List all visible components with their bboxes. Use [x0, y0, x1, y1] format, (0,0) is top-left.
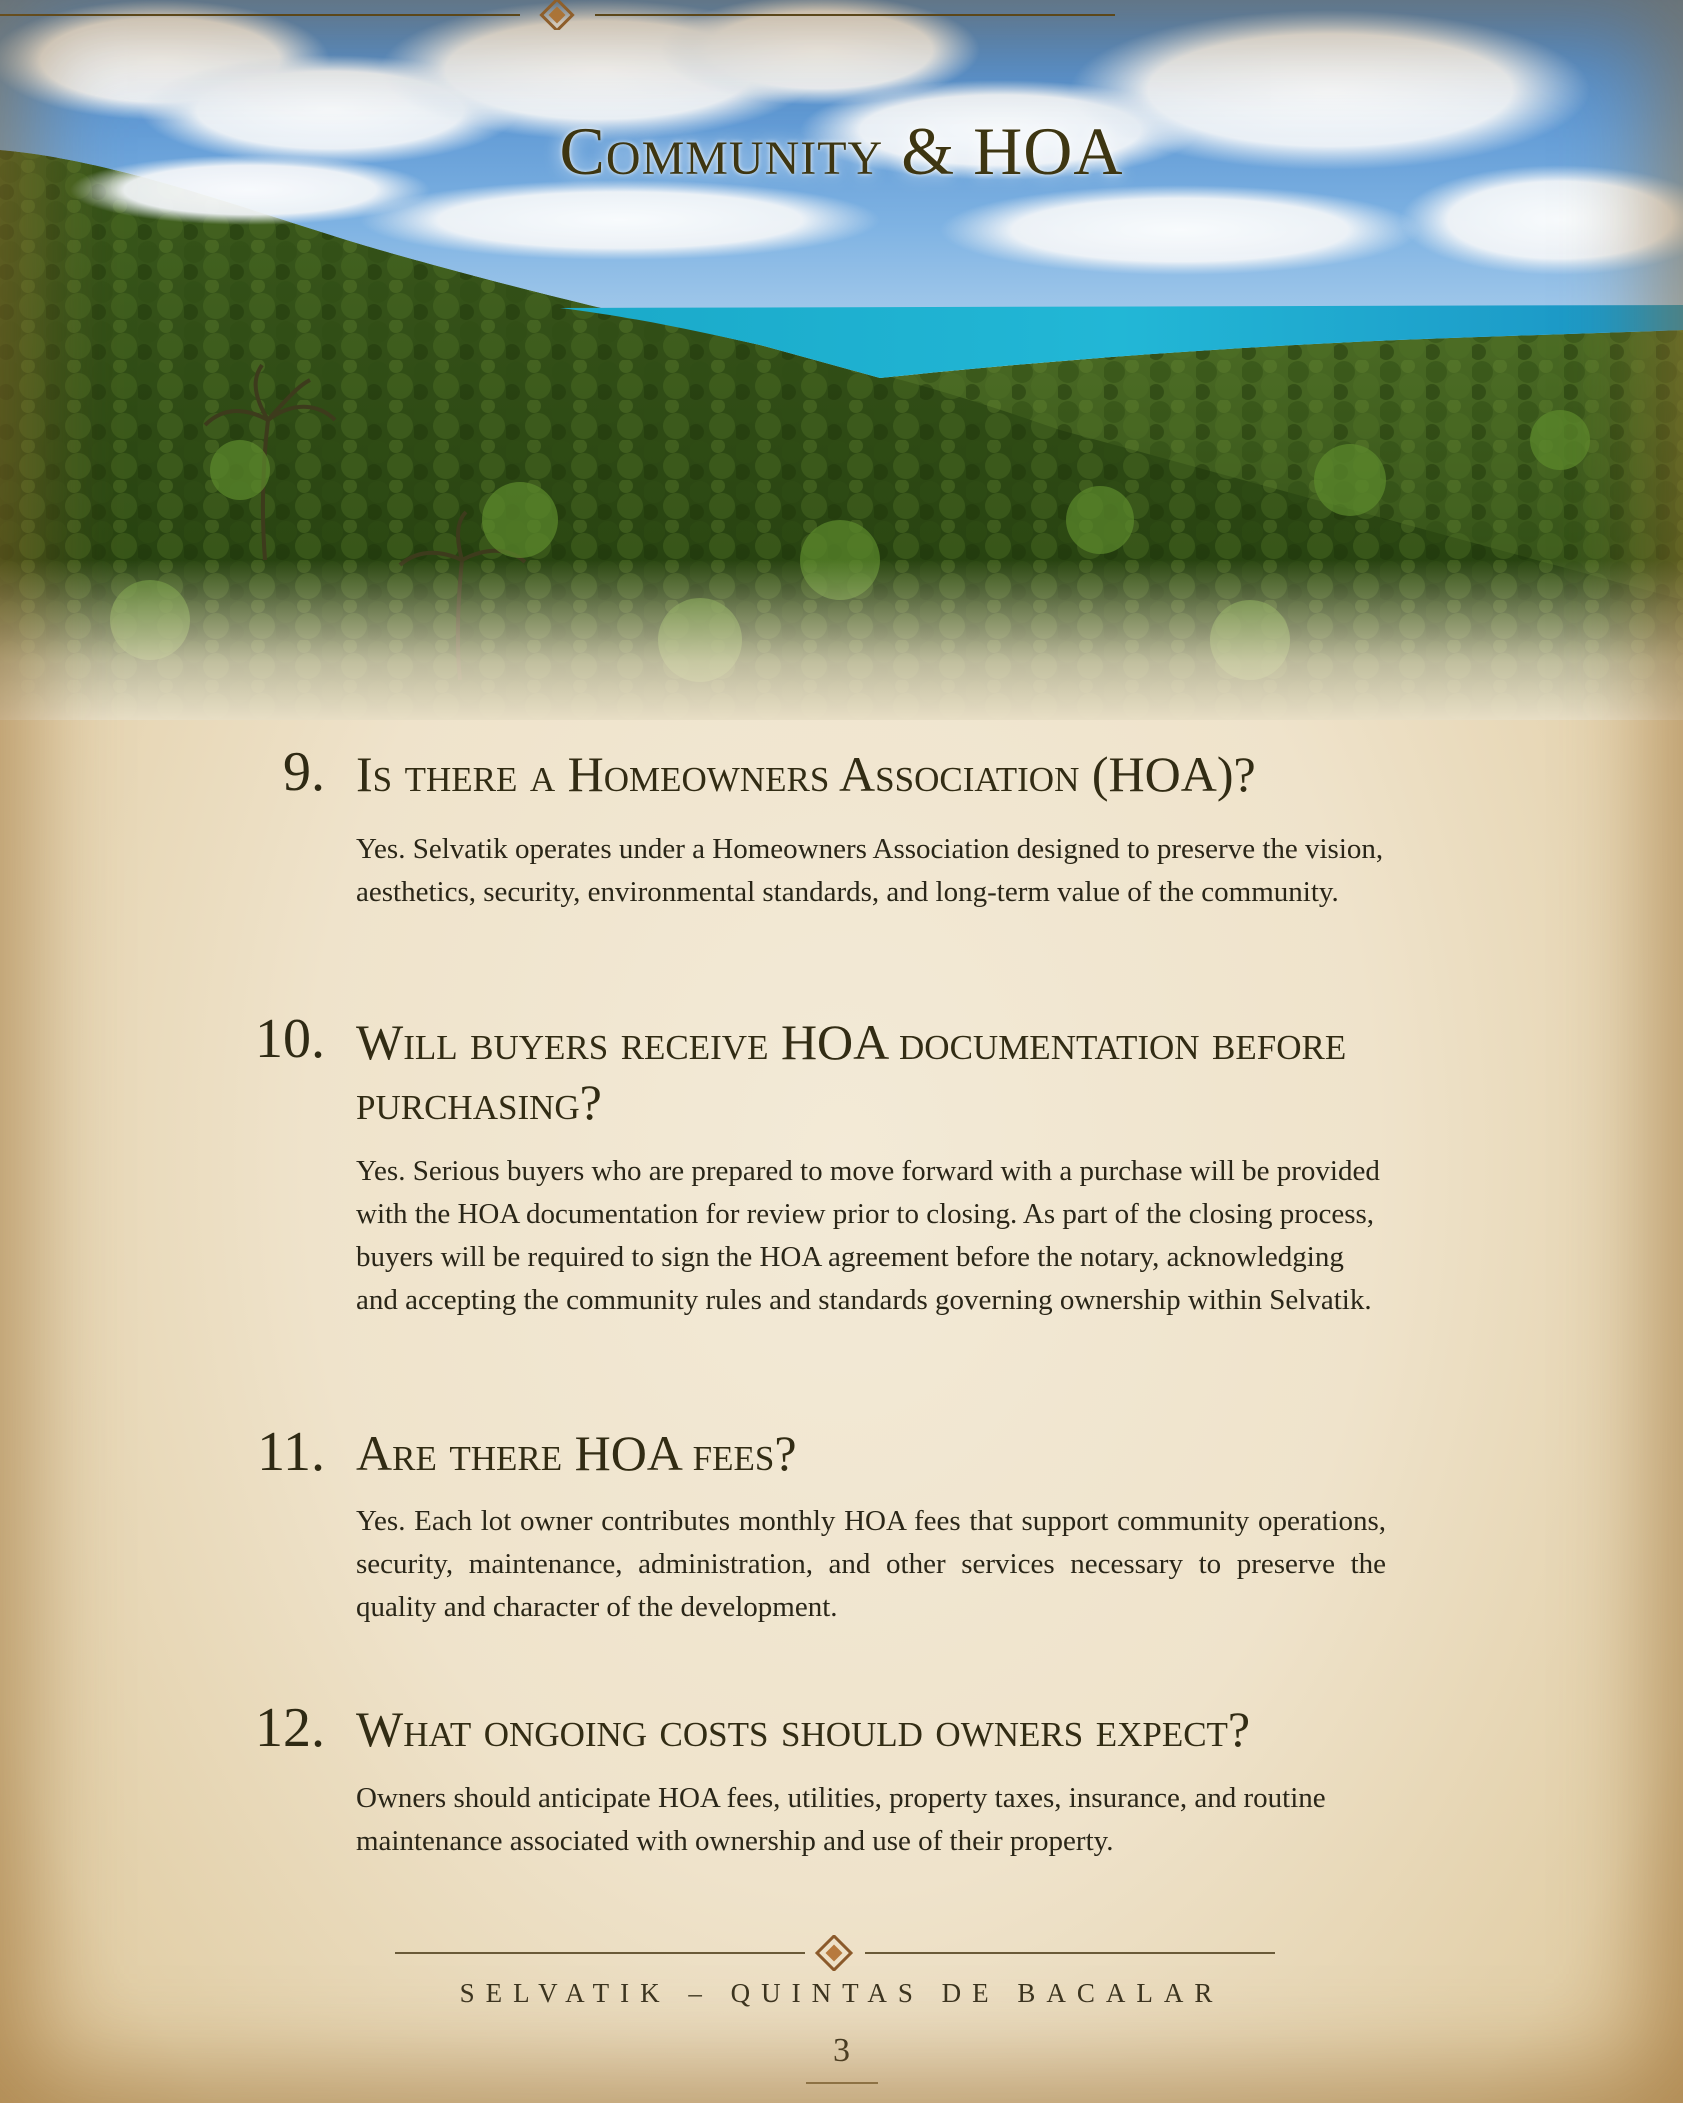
answer-text: Yes. Each lot owner contributes monthly HOA fees that support community operations, security, maintenance, administration, and other services necessary to preserve the quality and character of the development.	[356, 1505, 1386, 1623]
question-heading: Will buyers receive HOA documentation before purchasing?	[356, 1014, 1347, 1130]
title-divider	[0, 0, 1115, 30]
page-title: Community & HOA	[559, 113, 1124, 189]
question-heading: Is there a Homeowners Association (HOA)?	[356, 746, 1256, 802]
page-number-underline	[806, 2082, 878, 2084]
question-heading: Are there HOA fees?	[356, 1425, 797, 1481]
answer-text: Yes. Selvatik operates under a Homeowners Association designed to preserve the vision, aesthetics, security, environmental standards, and long-term value of the community.	[356, 833, 1384, 908]
page-number: 3	[833, 2032, 850, 2069]
question-number: 10.	[255, 1008, 325, 1070]
hero-landscape-image	[0, 0, 1683, 720]
question-heading: What ongoing costs should owners expect?	[356, 1701, 1251, 1757]
question-number: 9.	[283, 741, 325, 803]
diamond-ornament-icon	[541, 0, 572, 30]
diamond-ornament-icon	[817, 1936, 851, 1970]
answer-text: Owners should anticipate HOA fees, utilities, property taxes, insurance, and routine maintenance associated with ownership and use of their property.	[356, 1782, 1326, 1857]
footer-brand: SELVATIK – QUINTAS DE BACALAR	[459, 1978, 1224, 2008]
hero-fade-overlay	[0, 560, 1683, 720]
question-number: 12.	[255, 1697, 325, 1759]
answer-text: Yes. Serious buyers who are prepared to move forward with a purchase will be provided with the HOA documentation for review prior to closing. As part of the closing process, buyers will be required to sign the HOA agreement before the notary, acknowledging and accepting the community rules and standards governing ownership within Selvatik.	[356, 1155, 1380, 1316]
question-number: 11.	[257, 1421, 325, 1483]
footer-divider	[395, 1935, 1275, 1971]
